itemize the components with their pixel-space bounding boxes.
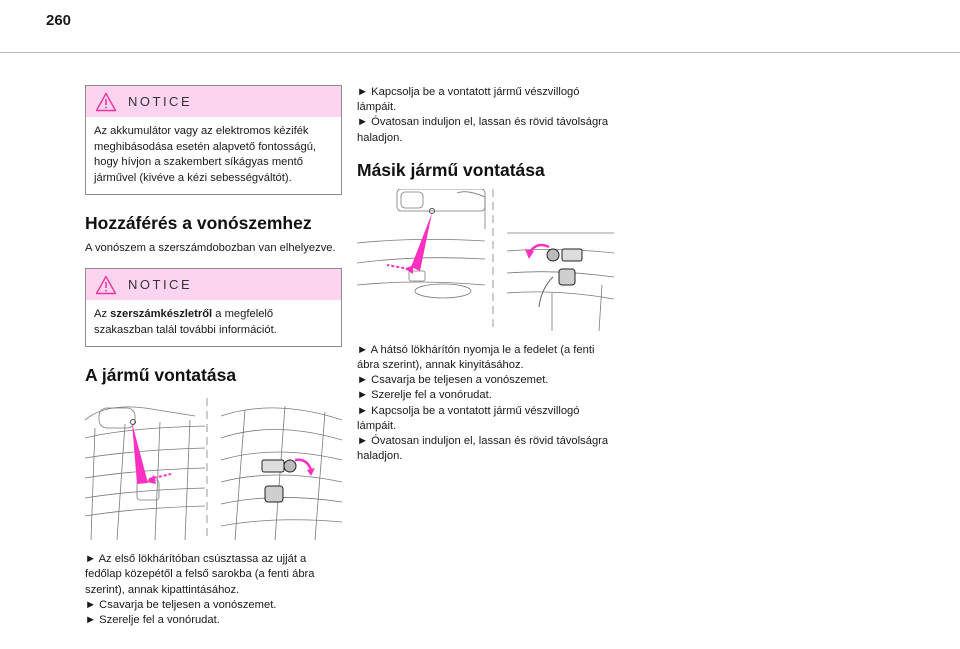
notice-title: NOTICE xyxy=(128,94,193,109)
notice-header xyxy=(86,86,341,117)
notice-body: Az akkumulátor vagy az elektromos kézifék meghibásodása esetén alapvető fontosságú, hogy hívjon a szakembert síkágyas mentő járművel (kivéve a kézi sebességváltót). xyxy=(94,125,317,184)
steps-list-continued xyxy=(357,85,614,146)
notice-text: Az xyxy=(94,308,111,321)
notice-box-toolkit xyxy=(85,268,342,347)
notice-bold-text: szerszámkészletről xyxy=(110,308,213,321)
figure-rear-bumper-towing xyxy=(357,189,614,331)
steps-list-front xyxy=(85,552,342,628)
page-number: 260 xyxy=(46,12,72,29)
section-heading-towing-eye-access: Hozzáférés a vonószemhez xyxy=(85,213,312,233)
figure-front-bumper-towing xyxy=(85,398,342,540)
section-text-towing-eye: A vonószem a szerszámdobozban van elhelyezve. xyxy=(85,242,336,254)
warning-triangle-icon xyxy=(95,275,117,295)
steps-list-rear xyxy=(357,343,614,465)
notice-header xyxy=(86,269,341,300)
step-item: ► Kapcsolja be a vontatott jármű vészvillogó lámpáit. xyxy=(357,86,580,114)
warning-triangle-icon xyxy=(95,92,117,112)
section-heading-vehicle-towing: A jármű vontatása xyxy=(85,365,237,386)
step-item: ► Óvatosan induljon el, lassan és rövid távolságra haladjon. xyxy=(357,435,609,463)
rear-bumper-illustration xyxy=(357,189,614,331)
notice-title: NOTICE xyxy=(128,277,193,293)
right-column xyxy=(357,85,614,464)
notice-text: a megfelelő szakaszban talál további információt. xyxy=(94,308,277,336)
step-item: ► Óvatosan induljon el, lassan és rövid távolságra haladjon. xyxy=(357,116,609,144)
notice-box-battery xyxy=(85,85,342,195)
step-item: ► Csavarja be teljesen a vonószemet. xyxy=(85,598,277,611)
step-item: ► Csavarja be teljesen a vonószemet. xyxy=(357,374,549,387)
notice-body xyxy=(86,300,341,346)
header-rule xyxy=(0,52,960,53)
step-item: ► Az első lökhárítóban csúsztassa az ujját a fedőlap közepétől a felső sarokba (a fenti ábra szerint), annak kipattintásához. xyxy=(85,553,315,596)
step-item: ► Szerelje fel a vonórudat. xyxy=(85,614,220,627)
front-bumper-illustration xyxy=(85,398,342,540)
step-item: ► A hátsó lökhárítón nyomja le a fedelet (a fenti ábra szerint), annak kinyitásához. xyxy=(357,343,595,372)
left-column xyxy=(85,85,342,628)
step-item: ► Kapcsolja be a vontatott jármű vészvillogó lámpáit. xyxy=(357,404,580,432)
step-item: ► Szerelje fel a vonórudat. xyxy=(357,389,492,402)
section-heading-other-vehicle-towing: Másik jármű vontatása xyxy=(357,159,545,180)
